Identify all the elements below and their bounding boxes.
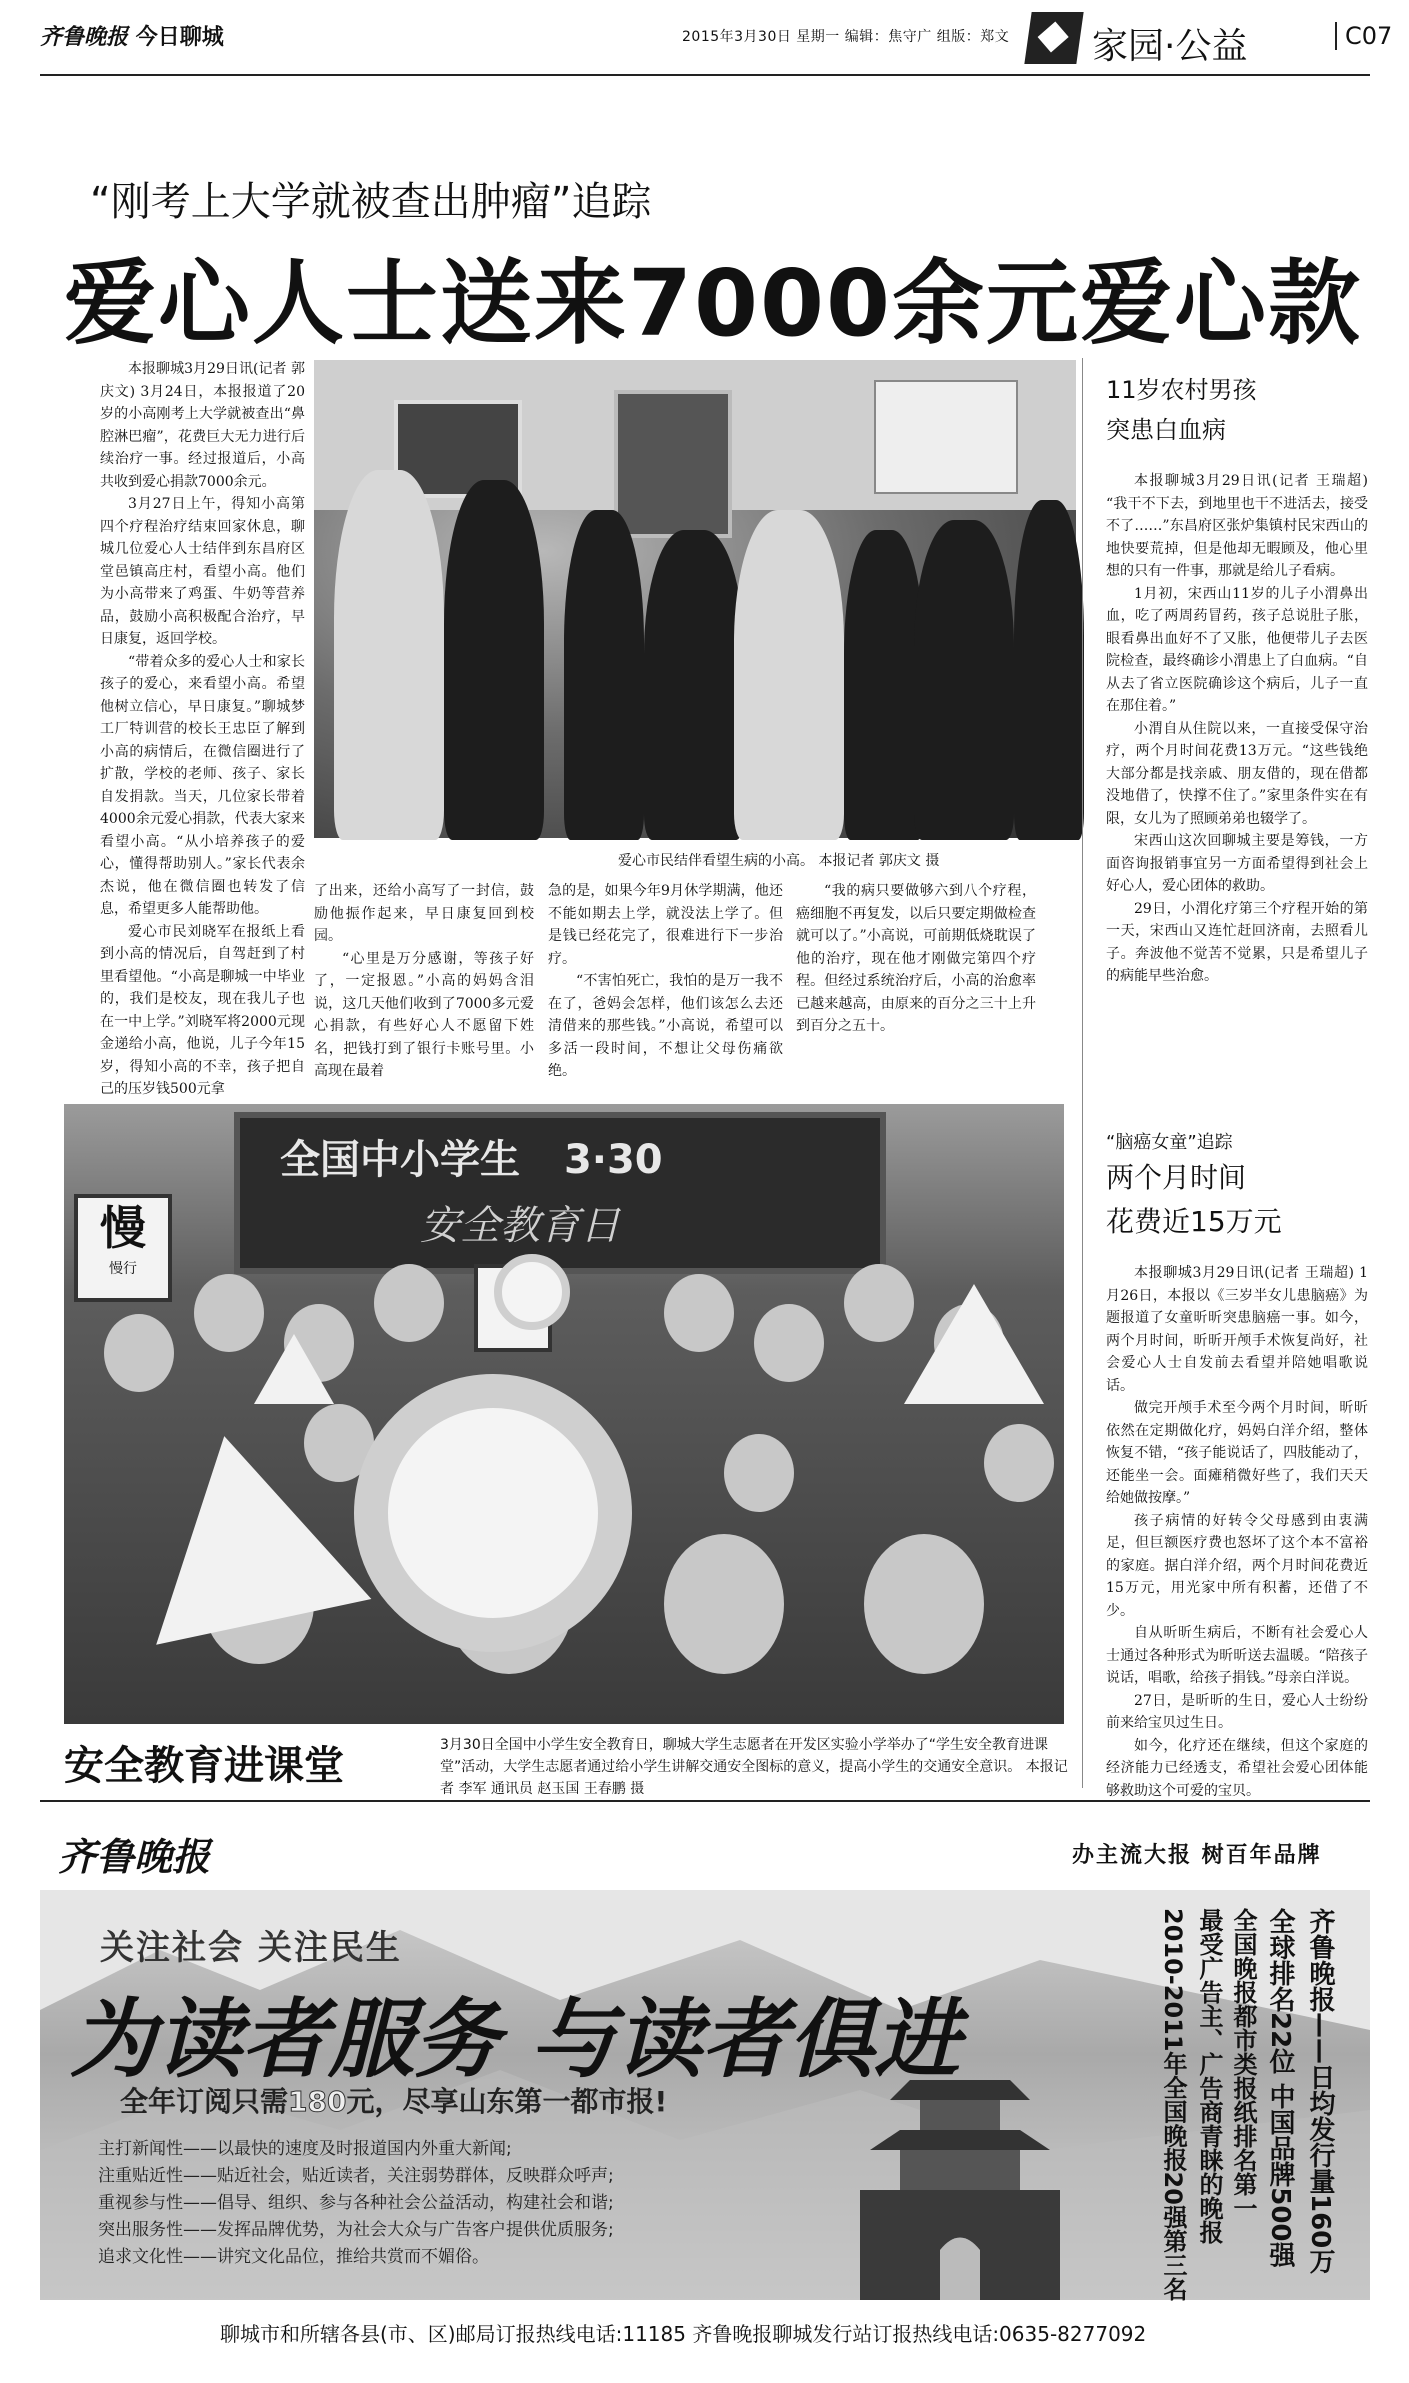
ad-vertical-2: 全球排名22位 中国品牌500强 [1265, 1908, 1295, 2268]
paragraph: 急的是，如果今年9月休学期满，他还不能如期去上学，就没法上学了。但是钱已经花完了，很难进行下一步治疗。 [548, 883, 783, 967]
classroom-photo [64, 1104, 1064, 1724]
arrow-sign-icon [494, 1254, 570, 1330]
side2-headline-2: 花费近15万元 [1106, 1205, 1282, 1238]
ad-slogan: 办主流大报 树百年品牌 [1072, 1843, 1322, 1868]
side1-headline-2: 突患白血病 [1106, 416, 1226, 444]
side2-kicker: “脑癌女童”追踪 [1106, 1132, 1233, 1153]
side2-headline-1: 两个月时间 [1106, 1161, 1247, 1194]
ad-rule [40, 1800, 1370, 1802]
article-col-2 [314, 880, 534, 1079]
paragraph: 了出来，还给小高写了一封信，鼓励他振作起来，早日康复回到校园。 [314, 883, 534, 944]
paragraph: 27日，是昕昕的生日，爱心人士纷纷前来给宝贝过生日。 [1106, 1692, 1368, 1731]
ad-line-3: 全年订阅只需180元，尽享山东第一都市报! [120, 2085, 668, 2118]
blackboard [234, 1112, 886, 1274]
paragraph: 做完开颅手术至今两个月时间，昕昕依然在定期做化疗，妈妈白洋介绍，整体恢复不错，“孩子能说话了，四肢能动了，还能坐一会。面瘫稍微好些了，我们天天给她做按摩。” [1106, 1400, 1368, 1506]
electric-sign-icon [254, 1334, 334, 1404]
subscription-ad [40, 1890, 1370, 2300]
side2-body [1106, 1262, 1368, 1799]
ad-logo: 齐鲁晚报 [58, 1834, 211, 1879]
warning-sign-icon [117, 1413, 372, 1645]
article-headline: 爱心人士送来7000余元爱心款 [64, 250, 1363, 357]
article-col-1 [100, 358, 305, 1097]
ad-vertical-4: 最受广告主、广告商青睐的晚报 [1195, 1908, 1223, 2244]
masthead [40, 20, 224, 51]
section-logo-icon [1024, 12, 1083, 64]
photo2-title: 安全教育进课堂 [64, 1743, 344, 1789]
date-info: 2015年3月30日 星期一 编辑：焦守广 组版：郑文 [682, 29, 1010, 45]
slow-sign: 慢 慢行 [74, 1194, 172, 1302]
paragraph: 本报聊城3月29日讯(记者 郭庆文) 3月24日，本报报道了20岁的小高刚考上大学就被查出“鼻腔淋巴瘤”，花费巨大无力进行后续治疗一事。经过报道后，小高共收到爱心捐款7000余元。 [100, 361, 305, 490]
article-col-4 [796, 880, 1036, 1076]
paragraph: 如今，化疗还在继续，但这个家庭的经济能力已经透支，希望社会爱心团体能够救助这个可爱的宝贝。 [1106, 1737, 1368, 1799]
paragraph: “我的病只要做够六到八个疗程，癌细胞不再复发，以后只要定期做检查就可以了。”小高说，可前期低烧耽误了他的治疗，现在他才刚做完第四个疗程。但经过系统治疗后，小高的治愈率已越来越高，由原来的百分之三十上升到百分之五十。 [796, 883, 1036, 1034]
ad-line-2: 为读者服务 与读者俱进 [70, 1989, 960, 2090]
paragraph: 1月初，宋西山11岁的儿子小渭鼻出血，吃了两周药冒药，孩子总说肚子胀，眼看鼻出血好不了又胀，他便带儿子去医院检查，最终确诊小渭患上了白血病。“自从去了省立医院确诊这个病后，儿子一直在那住着。” [1106, 585, 1368, 714]
paragraph: “不害怕死亡，我怕的是万一我不在了，爸妈会怎样，他们该怎么去还清借来的那些钱。”小高说，希望可以多活一段时间，不想让父母伤痛欲绝。 [548, 973, 783, 1079]
ad-feature-list [98, 2136, 614, 2271]
side1-headline-1: 11岁农村男孩 [1106, 376, 1257, 404]
list-item: 注重贴近性——贴近社会，贴近读者，关注弱势群体，反映群众呼声; [98, 2166, 614, 2186]
paragraph: 小渭自从住院以来，一直接受保守治疗，两个月时间花费13万元。“这些钱绝大部分都是找亲戚、朋友借的，现在借都没地借了，快撑不住了。”家里条件实在有限，女儿为了照顾弟弟也辍学了。 [1106, 720, 1368, 827]
board-title: 全国中小学生 3·30 [280, 1137, 663, 1183]
page-number: C07 [1335, 22, 1392, 50]
paragraph: 爱心市民刘晓军在报纸上看到小高的情况后，自驾赶到了村里看望他。“小高是聊城一中毕业的，我们是校友，现在我儿子也在一中上学。”刘晓军将2000元现金递给小高，他说，儿子今年15岁，得知小高的不幸，孩子把自己的压岁钱500元拿 [100, 923, 305, 1097]
list-item: 主打新闻性——以最快的速度及时报道国内外重大新闻; [98, 2139, 512, 2159]
ad-line-1: 关注社会 关注民生 [100, 1928, 402, 1968]
paragraph: 宋西山这次回聊城主要是筹钱，一方面咨询报销事宜另一方面希望得到社会上好心人，爱心团体的救助。 [1106, 833, 1368, 894]
paragraph: 29日，小渭化疗第三个疗程开始的第一天，宋西山又连忙赶回济南，去照看儿子。奔波他不觉苦不觉累，只是希望儿子的病能早些治愈。 [1106, 900, 1368, 984]
paragraph: 本报聊城3月29日讯(记者 王瑞超) 1月26日，本报以《三岁半女儿患脑癌》为题报道了女童昕昕突患脑癌一事。如今，两个月时间，昕昕开颅手术恢复尚好，社会爱心人士自发前去看望并陪她唱歌说话。 [1106, 1265, 1368, 1394]
board-subtitle: 安全教育日 [420, 1203, 620, 1249]
header-rule [40, 74, 1370, 76]
ad-vertical-3: 全国晚报都市类报纸排名第一 [1229, 1908, 1257, 2220]
paragraph: 孩子病情的好转令父母感到由衷满足，但巨额医疗费也怒坏了这个本不富裕的家庭。据白洋介绍，两个月时间花费近15万元，用光家中所有积蓄，还借了不少。 [1106, 1512, 1368, 1619]
article-col-3 [548, 880, 783, 1079]
paragraph: 3月27日上午，得知小高第四个疗程治疗结束回家休息，聊城几位爱心人士结伴到东昌府区堂邑镇高庄村，看望小高。他们为小高带来了鸡蛋、牛奶等营养品，鼓励小高积极配合治疗，早日康复，返回学校。 [100, 496, 305, 647]
section-title: 家园·公益 [1092, 26, 1248, 67]
column-divider [1082, 358, 1083, 1788]
ad-vertical-5: 2010-2011年全国晚报20强第三名 [1159, 1908, 1187, 2301]
paragraph: 自从昕昕生病后，不断有社会爱心人士通过各种形式为昕昕送去温暖。“陪孩子说话，唱歌，给孩子捐钱。”母亲白洋说。 [1106, 1625, 1368, 1686]
falling-rocks-sign-icon [904, 1284, 1044, 1404]
list-item: 突出服务性——发挥品牌优势，为社会大众与广告客户提供优质服务; [98, 2220, 614, 2240]
list-item: 追求文化性——讲究文化品位，推给共赏而不媚俗。 [98, 2247, 489, 2267]
list-item: 重视参与性——倡导、组织、参与各种社会公益活动，构建社会和谐; [98, 2193, 614, 2213]
paragraph: “带着众多的爱心人士和家长孩子的爱心，来看望小高。希望他树立信心，早日康复。”聊城梦工厂特训营的校长王忠臣了解到小高的病情后，在微信圈进行了扩散，学校的老师、孩子、家长自发捐款。当天，几位家长带着4000余元爱心捐款，代表大家来看望小高。“从小培养孩子的爱心，懂得帮助别人。”家长代表余杰说，他在微信圈也转发了信息，希望更多人能帮助他。 [100, 653, 305, 917]
edition-name: 今日聊城 [135, 25, 224, 50]
paragraph: 本报聊城3月29日讯(记者 王瑞超) “我干不下去，到地里也干不进活去，接受不了……”东昌府区张炉集镇村民宋西山的地快要荒掉，但是他却无暇顾及，他心里想的只有一件事，那就是给儿子看病。 [1106, 473, 1368, 579]
paper-name: 齐鲁晚报 [40, 24, 129, 50]
ad-footer: 聊城市和所辖各县(市、区)邮局订报热线电话:11185 齐鲁晚报聊城发行站订报热线电话:0635-8277092 [220, 2322, 1147, 2346]
article-kicker: “刚考上大学就被查出肿瘤”追踪 [90, 179, 652, 225]
photo-caption: 爱心市民结伴看望生病的小高。 本报记者 郭庆文 摄 [618, 853, 940, 869]
side1-body [1106, 470, 1368, 1106]
ad-vertical-1: 齐鲁晚报——日均发行量160万 [1305, 1908, 1335, 2275]
paragraph: “心里是万分感谢，等孩子好了，一定报恩。”小高的妈妈含泪说，这几天他们收到了7000多元爱心捐款，有些好心人不愿留下姓名，把钱打到了银行卡账号里。小高现在最着 [314, 950, 534, 1079]
visit-photo [314, 360, 1076, 838]
photo2-caption: 3月30日全国中小学生安全教育日，聊城大学生志愿者在开发区实验小学举办了“学生安全教育进课堂”活动，大学生志愿者通过给小学生讲解交通安全图标的意义，提高小学生的交通安全意识。 本报记者 李军 通讯员 赵玉国 王春鹏 摄 [440, 1737, 1068, 1797]
no-pedestrian-sign-icon [354, 1374, 632, 1652]
